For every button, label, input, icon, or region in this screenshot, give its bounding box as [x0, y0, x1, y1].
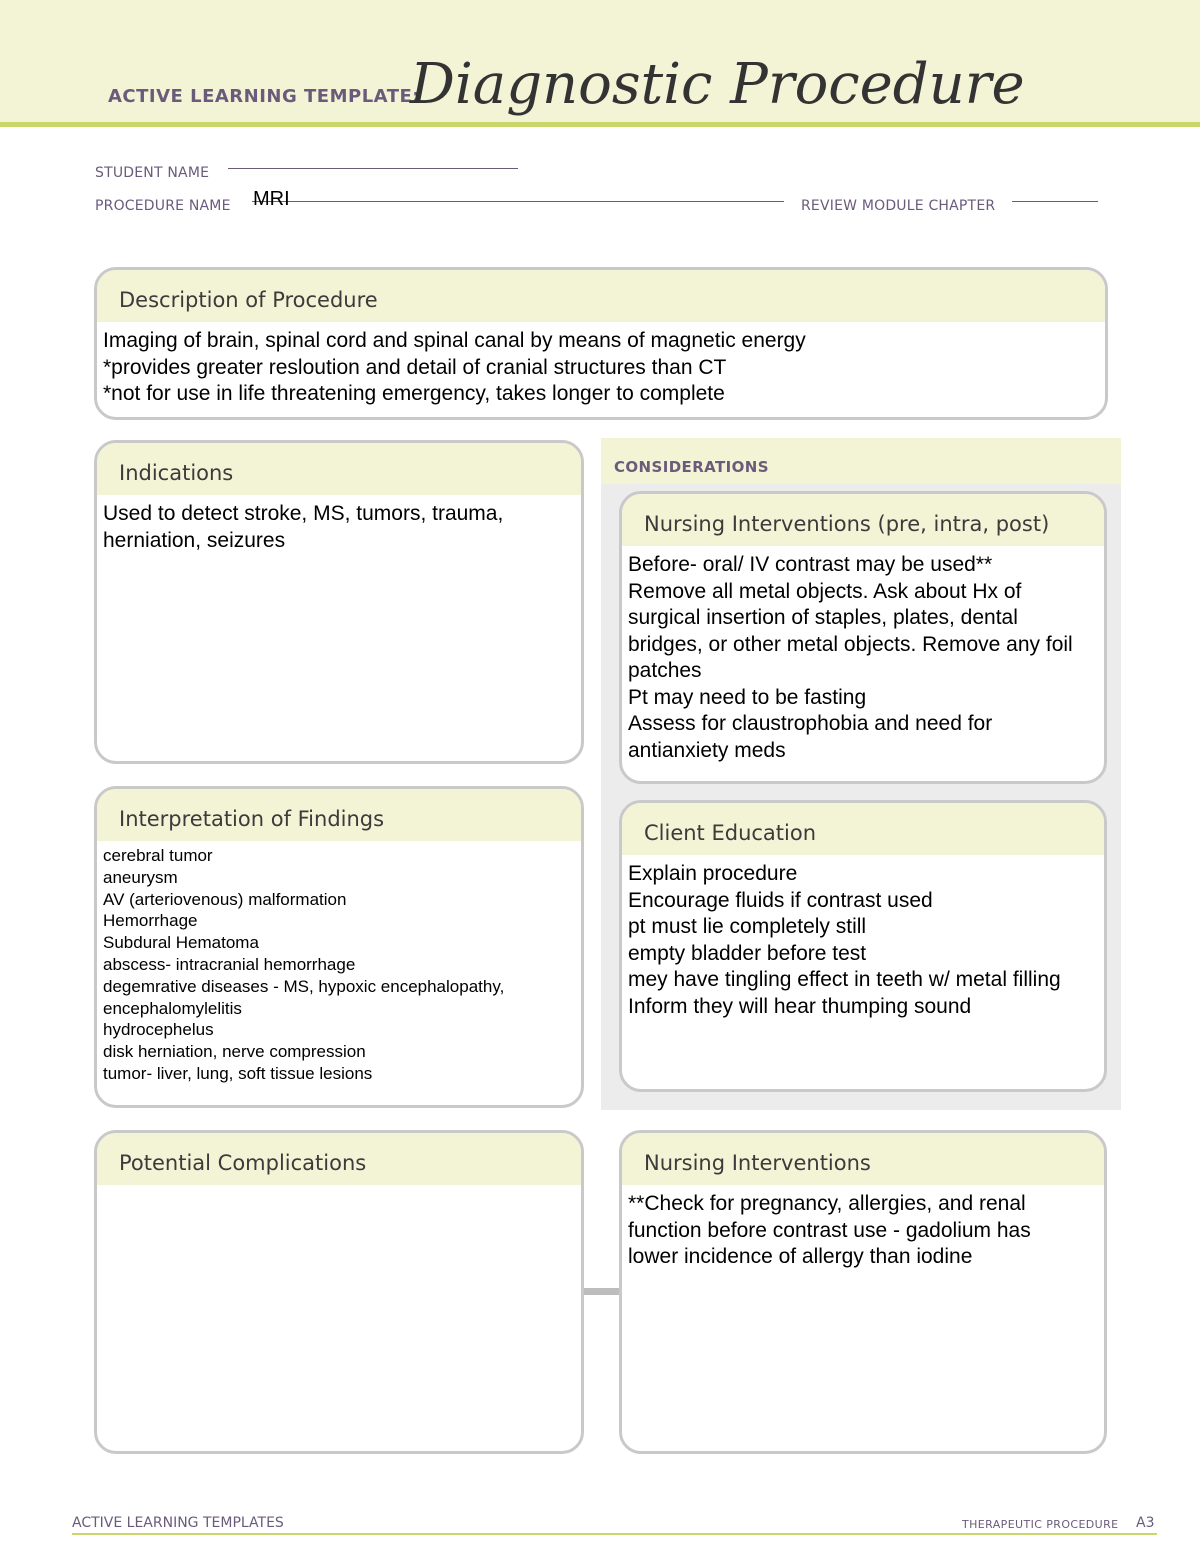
review-module-label: REVIEW MODULE CHAPTER [801, 198, 996, 214]
interpretation-heading: Interpretation of Findings [97, 789, 581, 841]
nursing-pre-line: Assess for claustrophobia and need for antianxiety meds [628, 712, 993, 762]
student-name-field[interactable] [228, 168, 518, 169]
description-line: *not for use in life threatening emergency, takes longer to complete [103, 382, 725, 405]
client-education-body[interactable] [622, 855, 1104, 1020]
procedure-name-value: MRI [253, 188, 290, 210]
client-education-heading: Client Education [622, 803, 1104, 855]
finding-item: aneurysm [103, 867, 178, 887]
finding-item: tumor- liver, lung, soft tissue lesions [103, 1063, 373, 1083]
indications-heading: Indications [97, 443, 581, 495]
procedure-name-label: PROCEDURE NAME [95, 198, 231, 214]
complications-body[interactable] [97, 1185, 581, 1191]
finding-item: Subdural Hematoma [103, 933, 259, 953]
finding-item: Hemorrhage [103, 911, 198, 931]
footer-rule [72, 1533, 1157, 1535]
finding-item: degemrative diseases - MS, hypoxic encephalopathy, [103, 976, 505, 996]
complications-box [94, 1130, 584, 1454]
review-module-field[interactable] [1012, 201, 1098, 202]
nursing-interventions-text: **Check for pregnancy, allergies, and renal function before contrast use - gadolium has lower incidence of allergy than iodine [628, 1192, 1031, 1268]
finding-item: cerebral tumor [103, 846, 213, 865]
client-education-line: mey have tingling effect in teeth w/ metal filling [628, 968, 1061, 991]
client-education-line: Encourage fluids if contrast used [628, 888, 933, 912]
page-title: Diagnostic Procedure [410, 52, 1025, 117]
indications-body[interactable] [97, 495, 581, 554]
finding-item: AV (arteriovenous) malformation [103, 889, 347, 909]
footer-left-label: ACTIVE LEARNING TEMPLATES [72, 1515, 284, 1531]
header-rule [0, 122, 1200, 127]
nursing-pre-line: Pt may need to be fasting [628, 685, 867, 709]
nursing-pre-body[interactable] [622, 546, 1104, 764]
description-box [94, 267, 1108, 420]
client-education-line: Inform they will hear thumping sound [628, 994, 972, 1018]
nursing-pre-line: Remove all metal objects. Ask about Hx of surgical insertion of staples, plates, dental bridges, or other metal objects. Remove any foil patches [628, 579, 1073, 682]
finding-item: hydrocephelus [103, 1020, 214, 1040]
interpretation-body[interactable] [97, 841, 581, 1085]
description-line: Imaging of brain, spinal cord and spinal canal by means of magnetic energy [103, 329, 806, 352]
complications-heading: Potential Complications [97, 1133, 581, 1185]
indications-text: Used to detect stroke, MS, tumors, trauma, herniation, seizures [103, 502, 504, 552]
client-education-box [619, 800, 1107, 1092]
description-heading: Description of Procedure [97, 270, 1105, 322]
client-education-line: Explain procedure [628, 862, 798, 885]
connector-bar [584, 1288, 620, 1295]
footer-right-label: THERAPEUTIC PROCEDURE [962, 1518, 1119, 1531]
finding-item: disk herniation, nerve compression [103, 1042, 366, 1062]
client-education-line: empty bladder before test [628, 941, 867, 965]
nursing-pre-line: Before- oral/ IV contrast may be used** [628, 553, 993, 576]
nursing-pre-heading: Nursing Interventions (pre, intra, post) [622, 494, 1104, 546]
nursing-interventions-body[interactable] [622, 1185, 1104, 1271]
description-body[interactable] [97, 322, 1105, 408]
page-number: A3 [1136, 1515, 1155, 1531]
interpretation-box [94, 786, 584, 1108]
finding-item: abscess- intracranial hemorrhage [103, 954, 356, 974]
finding-item: encephalomylelitis [103, 998, 242, 1018]
procedure-name-field[interactable] [252, 201, 784, 202]
template-label: ACTIVE LEARNING TEMPLATE: [108, 86, 420, 107]
student-name-label: STUDENT NAME [95, 165, 210, 181]
description-line: *provides greater resloution and detail of cranial structures than CT [103, 355, 727, 379]
indications-box [94, 440, 584, 764]
client-education-line: pt must lie completely still [628, 915, 867, 938]
nursing-interventions-box [619, 1130, 1107, 1454]
considerations-label: CONSIDERATIONS [614, 458, 769, 476]
nursing-pre-box [619, 491, 1107, 784]
nursing-interventions-heading: Nursing Interventions [622, 1133, 1104, 1185]
